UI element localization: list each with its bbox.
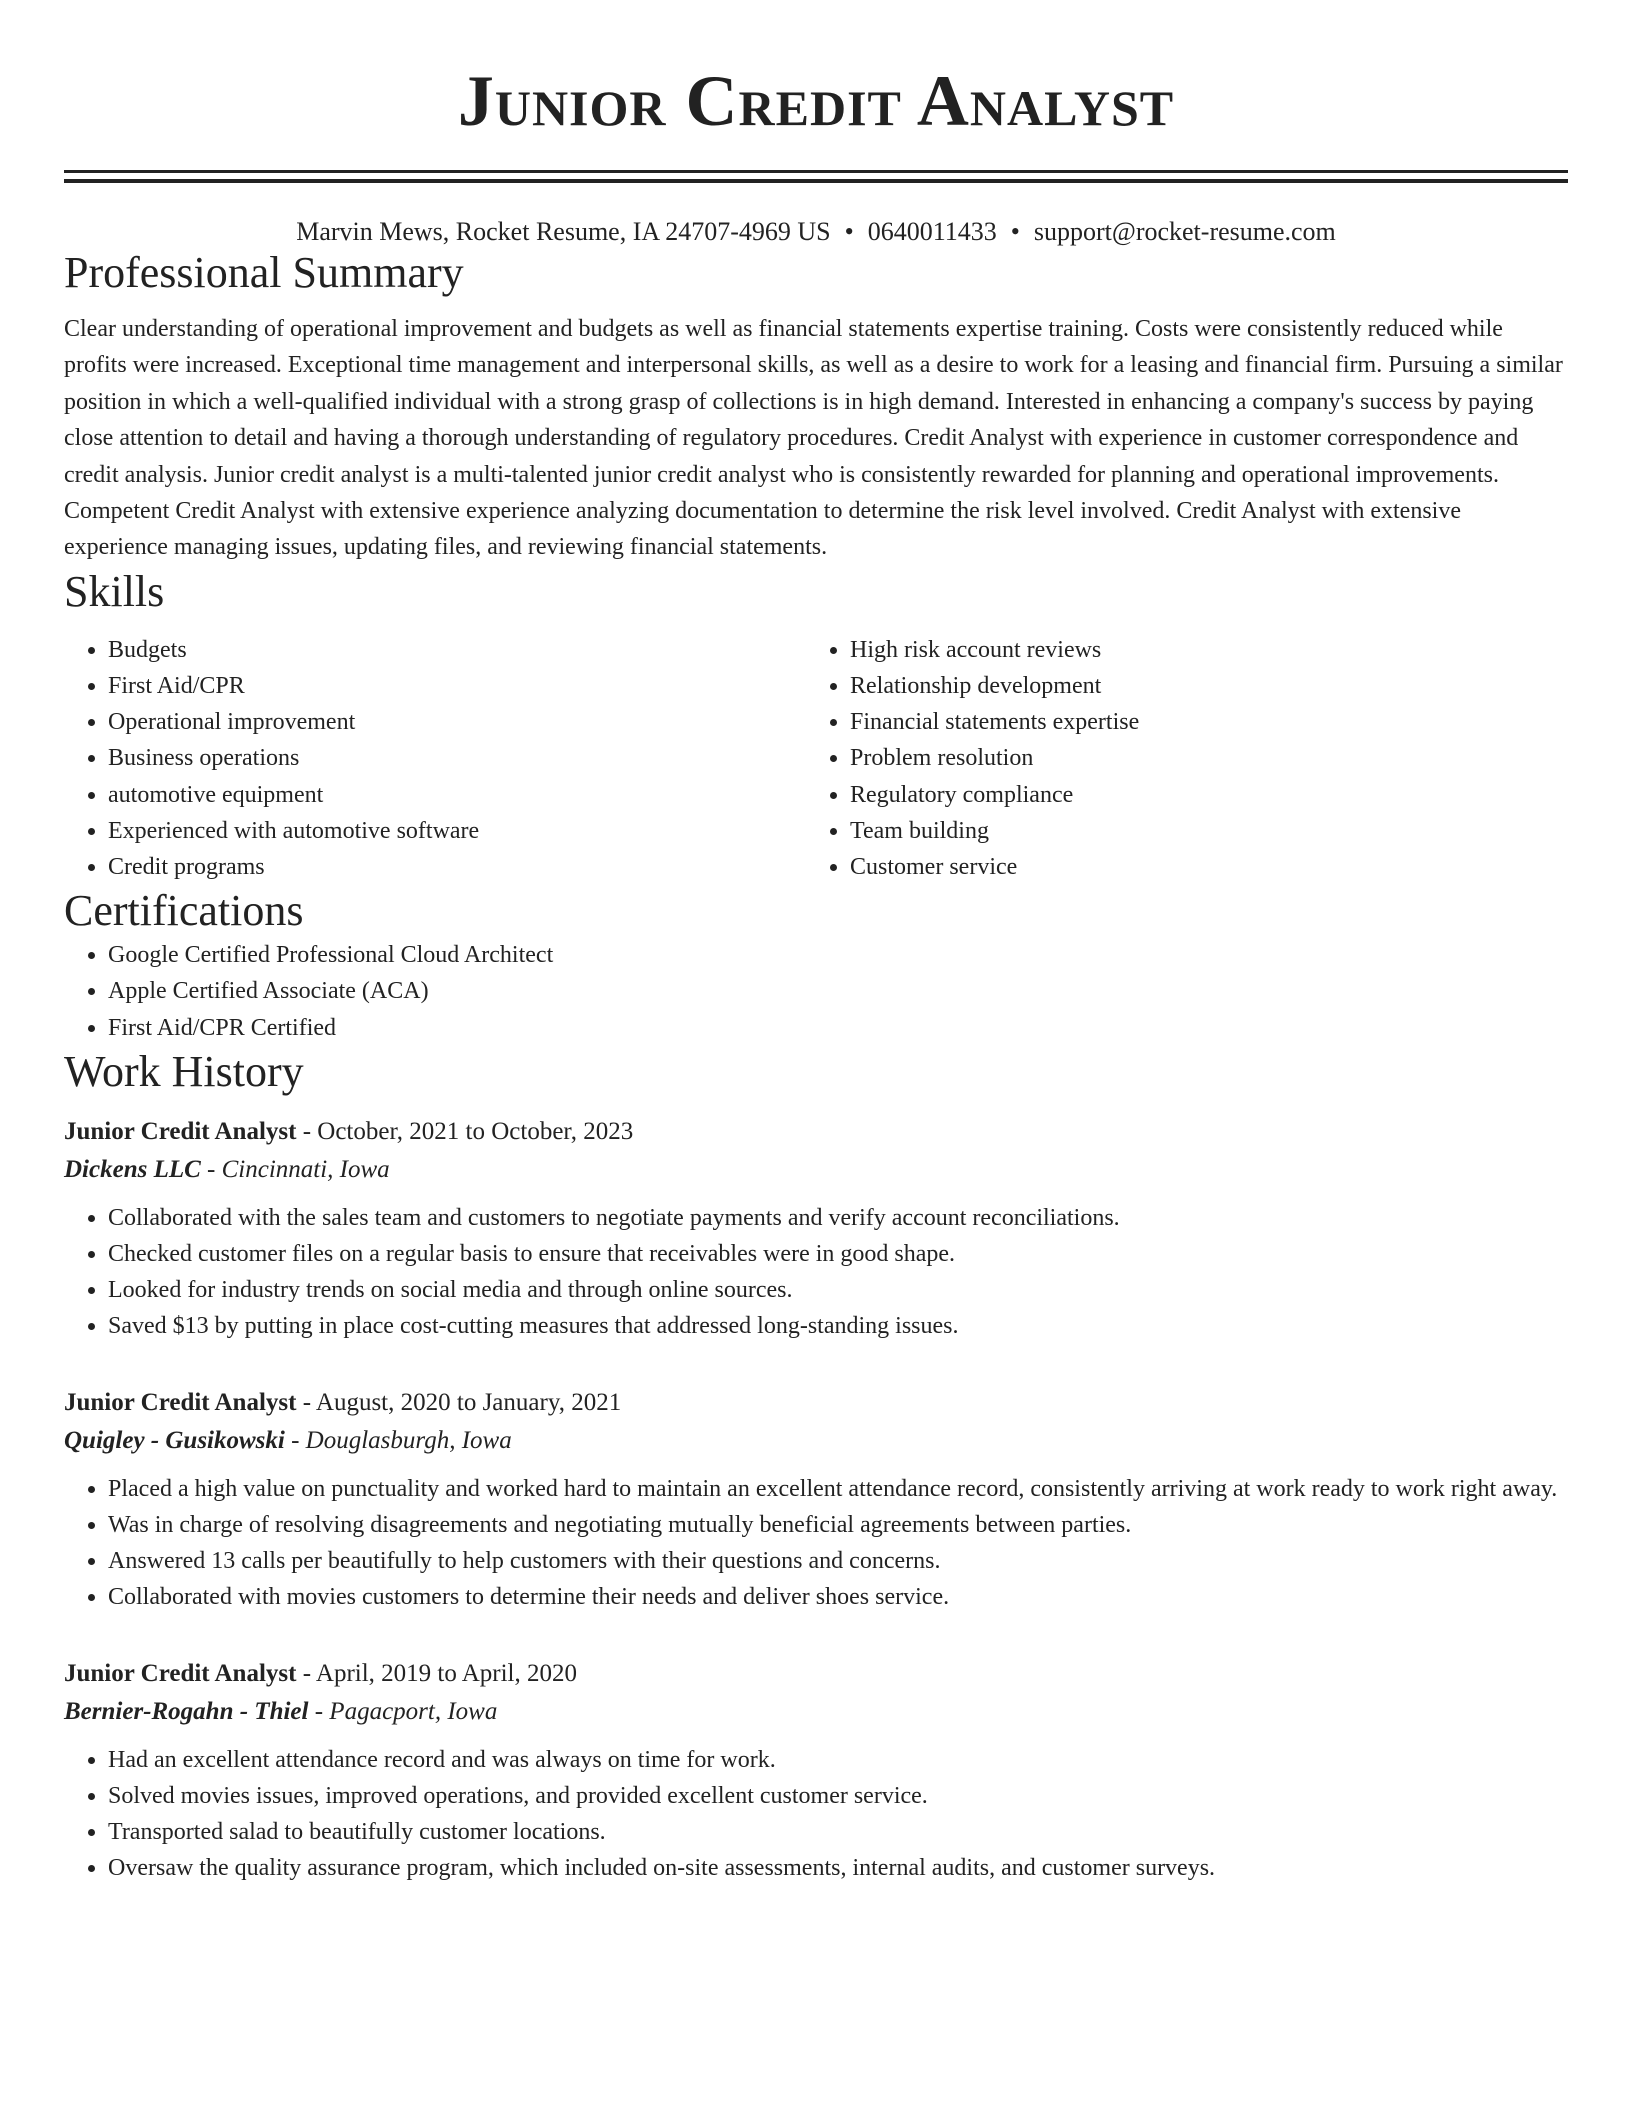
skill-item: • Credit programs: [108, 849, 806, 885]
job-duty-item: • Collaborated with the sales team and customers to negotiate payments and verify account reconciliations.: [108, 1200, 1568, 1236]
job-dates: - April, 2019 to April, 2020: [296, 1659, 578, 1687]
skill-item: • automotive equipment: [108, 777, 806, 813]
certification-item: • Google Certified Professional Cloud Architect: [108, 937, 1568, 973]
job-duty-item: • Placed a high value on punctuality and worked hard to maintain an excellent attendance record, consistently arriving at work ready to work right away.: [108, 1471, 1568, 1507]
job-entry: [64, 1114, 1568, 1345]
contact-line: [64, 217, 1568, 247]
job-duty-item: • Solved movies issues, improved operations, and provided excellent customer service.: [108, 1778, 1568, 1814]
job-duty-item: • Had an excellent attendance record and was always on time for work.: [108, 1742, 1568, 1778]
job-location: - Pagacport, Iowa: [308, 1697, 498, 1725]
job-duty-item: • Answered 13 calls per beautifully to help customers with their questions and concerns.: [108, 1543, 1568, 1579]
job-duties: [64, 1742, 1568, 1887]
job-duties: [64, 1471, 1568, 1616]
job-dates: - August, 2020 to January, 2021: [296, 1388, 622, 1416]
skills-column-left: [64, 632, 806, 885]
job-title: Junior Credit Analyst: [64, 1388, 297, 1416]
job-entry: [64, 1656, 1568, 1887]
job-duty-item: • Checked customer files on a regular basis to ensure that receivables were in good shape.: [108, 1236, 1568, 1272]
job-duty-item: • Was in charge of resolving disagreements and negotiating mutually beneficial agreements between parties.: [108, 1507, 1568, 1543]
certification-item: • Apple Certified Associate (ACA): [108, 973, 1568, 1009]
title-divider-top: [64, 170, 1568, 173]
job-duty-item: • Collaborated with movies customers to determine their needs and deliver shoes service.: [108, 1579, 1568, 1615]
job-company-line: [64, 1150, 1568, 1190]
job-company: Bernier-Rogahn - Thiel: [64, 1697, 309, 1725]
certification-item: • First Aid/CPR Certified: [108, 1010, 1568, 1046]
skills-heading: Skills: [64, 566, 165, 616]
certifications-list: [64, 937, 1568, 1046]
job-title-line: [64, 1656, 1568, 1692]
job-company-line: [64, 1421, 1568, 1461]
job-company-line: [64, 1692, 1568, 1732]
skill-item: • Team building: [850, 813, 1548, 849]
job-duty-item: • Looked for industry trends on social media and through online sources.: [108, 1272, 1568, 1308]
job-duty-item: • Saved $13 by putting in place cost-cutting measures that addressed long-standing issues.: [108, 1308, 1568, 1344]
job-title: Junior Credit Analyst: [64, 1117, 297, 1145]
work-history-heading: Work History: [64, 1046, 304, 1096]
job-title-line: [64, 1114, 1568, 1150]
job-dates: - October, 2021 to October, 2023: [296, 1117, 634, 1145]
summary-heading: Professional Summary: [64, 248, 464, 297]
skill-item: • Financial statements expertise: [850, 704, 1548, 740]
job-duties: [64, 1200, 1568, 1345]
skill-item: • Relationship development: [850, 668, 1548, 704]
job-company: Quigley - Gusikowski: [64, 1426, 285, 1454]
skills-list: [64, 632, 1568, 885]
job-duty-item: • Transported salad to beautifully customer locations.: [108, 1814, 1568, 1850]
resume-title: Junior Credit Analyst: [457, 61, 1175, 141]
skill-item: • First Aid/CPR: [108, 668, 806, 704]
skill-item: • Customer service: [850, 849, 1548, 885]
skill-item: • Operational improvement: [108, 704, 806, 740]
summary-text: Clear understanding of operational improvement and budgets as well as financial statements expertise training. Costs were consistently reduced while profits were increased. Exceptional time management and interpersonal skills, as well as a desire to work for a leasing and financial firm. Pursuing a similar position in which a well-qualified individual with a strong grasp of collections is in high demand. Interested in enhancing a company's success by paying close attention to detail and having a thorough understanding of regulatory procedures. Credit Analyst with experience in customer correspondence and credit analysis. Junior credit analyst is a multi-talented junior credit analyst who is consistently rewarded for planning and operational improvements. Competent Credit Analyst with extensive experience analyzing documentation to determine the risk level involved. Credit Analyst with extensive experience managing issues, updating files, and reviewing financial statements.: [64, 316, 1563, 561]
skill-item: • Budgets: [108, 632, 806, 668]
certifications-heading: Certifications: [64, 886, 304, 936]
job-title-line: [64, 1385, 1568, 1421]
job-entry: [64, 1385, 1568, 1616]
job-location: - Douglasburgh, Iowa: [284, 1426, 512, 1454]
skill-item: • High risk account reviews: [850, 632, 1548, 668]
skill-item: • Regulatory compliance: [850, 777, 1548, 813]
job-duty-item: • Oversaw the quality assurance program, which included on-site assessments, internal audits, and customer surveys.: [108, 1850, 1568, 1886]
skill-item: • Business operations: [108, 740, 806, 776]
job-title: Junior Credit Analyst: [64, 1659, 297, 1687]
job-company: Dickens LLC: [64, 1155, 201, 1183]
contact-email: support@rocket-resume.com: [1033, 217, 1336, 246]
contact-phone: 0640011433: [867, 217, 997, 246]
skill-item: • Experienced with automotive software: [108, 813, 806, 849]
skills-column-right: [806, 632, 1548, 885]
title-divider-bottom: [64, 179, 1568, 183]
contact-separator: •: [844, 217, 854, 246]
skill-item: • Problem resolution: [850, 740, 1548, 776]
contact-address: Marvin Mews, Rocket Resume, IA 24707-4969 US: [296, 217, 831, 246]
job-location: - Cincinnati, Iowa: [200, 1155, 390, 1183]
contact-separator: •: [1010, 217, 1020, 246]
